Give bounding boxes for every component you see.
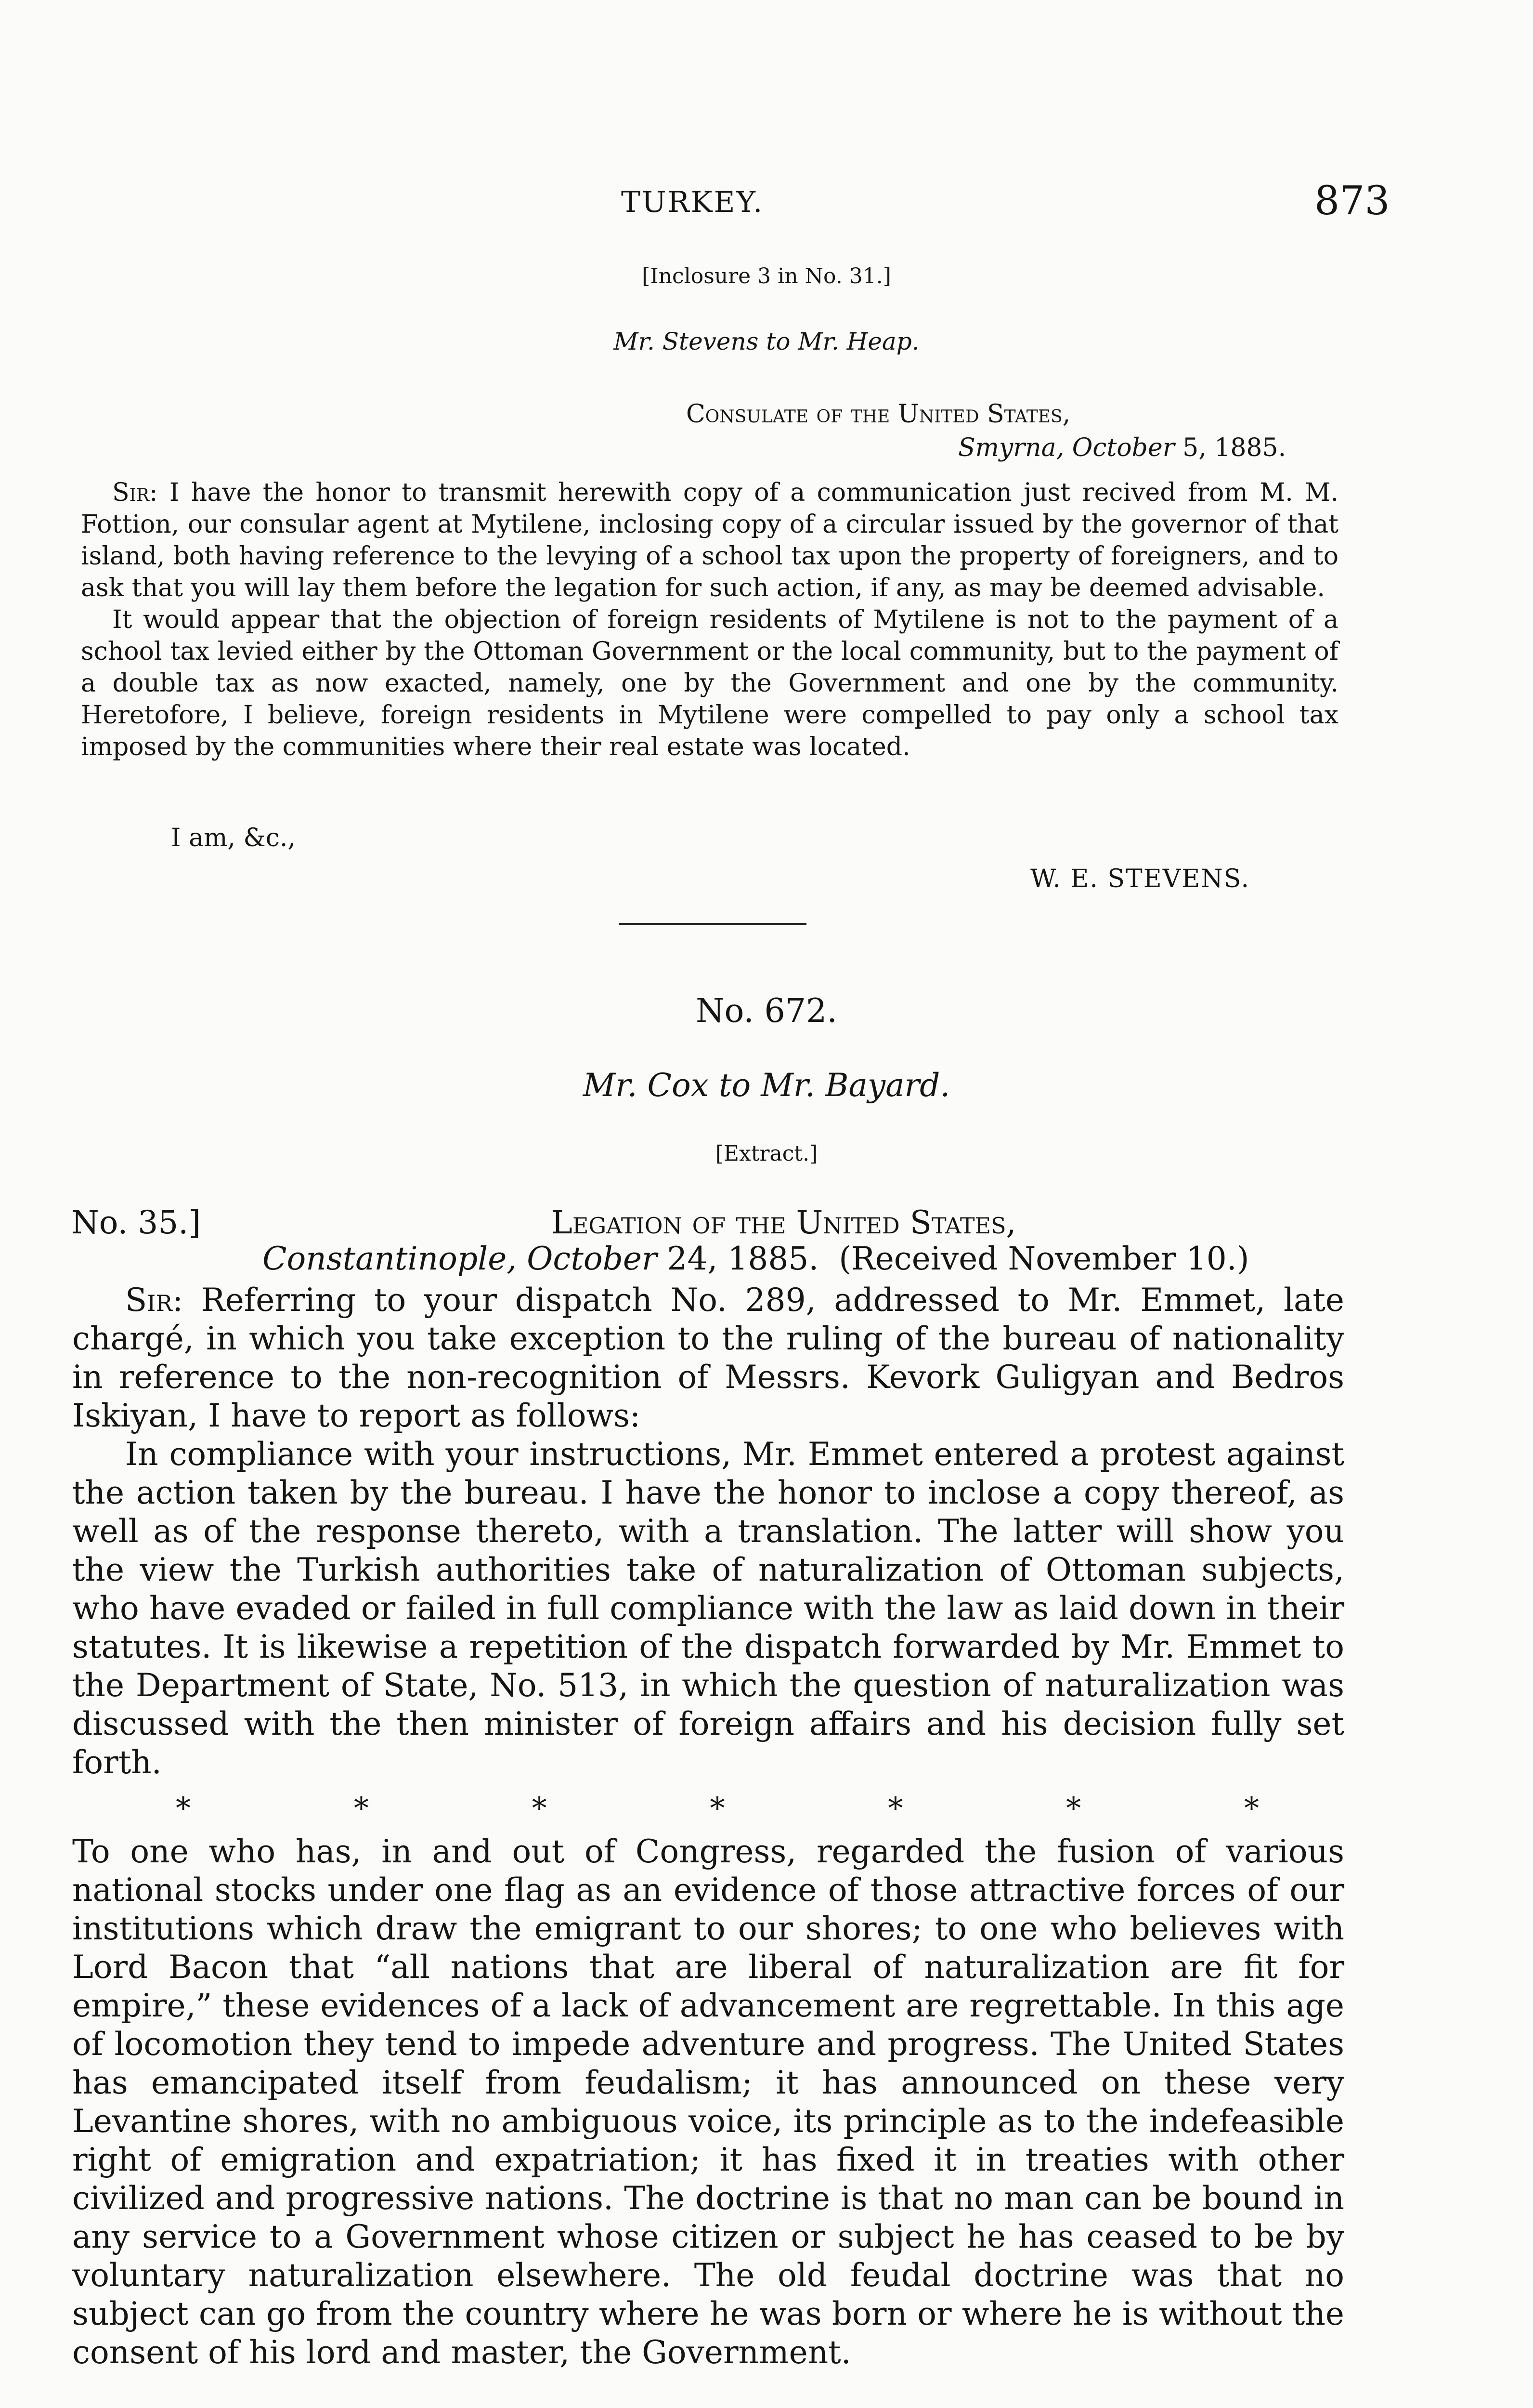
asterisk: * (888, 1791, 903, 1826)
extract-label: [Extract.] (715, 1141, 818, 1166)
asterisk: * (353, 1791, 369, 1826)
letter-title-cox-bayard: Mr. Cox to Mr. Bayard. (583, 1067, 950, 1104)
page-number: 873 (1314, 178, 1390, 224)
date-month: October (1072, 433, 1175, 462)
asterisk: * (176, 1791, 191, 1826)
consulate-date (958, 433, 1286, 462)
salutation: Sir: (125, 1282, 183, 1319)
asterisk: * (532, 1791, 547, 1826)
omission-asterisks (176, 1791, 1259, 1826)
inclosure-label: [Inclosure 3 in No. 31.] (642, 264, 891, 288)
dispatch-place-date (262, 1240, 1249, 1277)
paragraph (81, 477, 1338, 604)
signature: W. E. STEVENS. (1030, 864, 1250, 893)
dispatch-body (72, 1281, 1344, 1782)
section-divider (619, 923, 806, 925)
salutation: Sir: (112, 478, 158, 507)
date-rest: 5, 1885. (1182, 433, 1286, 462)
paragraph (72, 1281, 1344, 1435)
dispatch-month: October (527, 1240, 657, 1277)
dispatch-closing-body (72, 1832, 1344, 2372)
paragraph: In compliance with your instructions, Mr. Emmet entered a protest against the action taken by the bureau. I have the honor to inclose a copy thereof, as well as of the response thereto, with a translation. The latter will show you the view the Turkish authorities take of naturalization of Ottoman subjects, who have evaded or failed in full compliance with the law as laid down in their statutes. It is likewise a repetition of the dispatch forwarded by Mr. Emmet to the Department of State, No. 513, in which the question of naturalization was discussed with the then minister of foreign affairs and his decision fully set forth. (72, 1436, 1344, 1781)
consulate-heading: Consulate of the United States, (686, 400, 1071, 429)
dispatch-number: No. 35.] (71, 1204, 201, 1241)
letter-title-stevens-heap: Mr. Stevens to Mr. Heap. (613, 327, 920, 355)
running-head: TURKEY. (621, 185, 764, 219)
closing: I am, &c., (171, 824, 296, 852)
dispatch-date: 24, 1885. (667, 1240, 819, 1277)
inclosure-body (81, 477, 1338, 763)
paragraph: It would appear that the objection of foreign residents of Mytilene is not to the payment of a school tax levied either by the Ottoman Government or the local community, but to the payment of a double tax as now exacted, namely, one by the Government and one by the community. Heretofore, I believe, foreign residents in Mytilene were compelled to pay only a school tax imposed by the communities where their real estate was located. (81, 605, 1338, 761)
legation-heading: Legation of the United States, (551, 1204, 1016, 1241)
dispatch-city: Constantinople, (262, 1240, 517, 1277)
document-number: No. 672. (696, 992, 837, 1030)
paragraph-text: I have the honor to transmit herewith copy of a communication just recived from M. M. Fottion, our consular agent at Mytilene, inclosing copy of a circular issued by the governor of that island, both having reference to the levying of a school tax upon the property of foreigners, and to ask that you will lay them before the legation for such action, if any, as may be deemed advisable. (81, 478, 1339, 602)
asterisk: * (1244, 1791, 1259, 1826)
asterisk: * (1066, 1791, 1081, 1826)
received-note: (Received November 10.) (839, 1240, 1249, 1277)
paragraph-text: Referring to your dispatch No. 289, addressed to Mr. Emmet, late chargé, in which you take exception to the ruling of the bureau of nationality in reference to the non-recognition of Messrs. Kevork Guligyan and Bedros Iskiyan, I have to report as follows: (72, 1282, 1344, 1434)
asterisk: * (710, 1791, 725, 1826)
paragraph: To one who has, in and out of Congress, regarded the fusion of various national stocks under one flag as an evidence of those attractive forces of our institutions which draw the emigrant to our shores; to one who believes with Lord Bacon that “all nations that are liberal of naturalization are fit for empire,” these evidences of a lack of advancement are regrettable. In this age of locomotion they tend to impede adventure and progress. The United States has emancipated itself from feudalism; it has announced on these very Levantine shores, with no ambiguous voice, its principle as to the indefeasible right of emigration and expatriation; it has fixed it in treaties with other civilized and progressive nations. The doctrine is that no man can be bound in any service to a Government whose citizen or subject he has ceased to be by voluntary naturalization elsewhere. The old feudal doctrine was that no subject can go from the country where he was born or where he is without the consent of his lord and master, the Government. (72, 1833, 1344, 2371)
date-place: Smyrna, (958, 433, 1065, 462)
